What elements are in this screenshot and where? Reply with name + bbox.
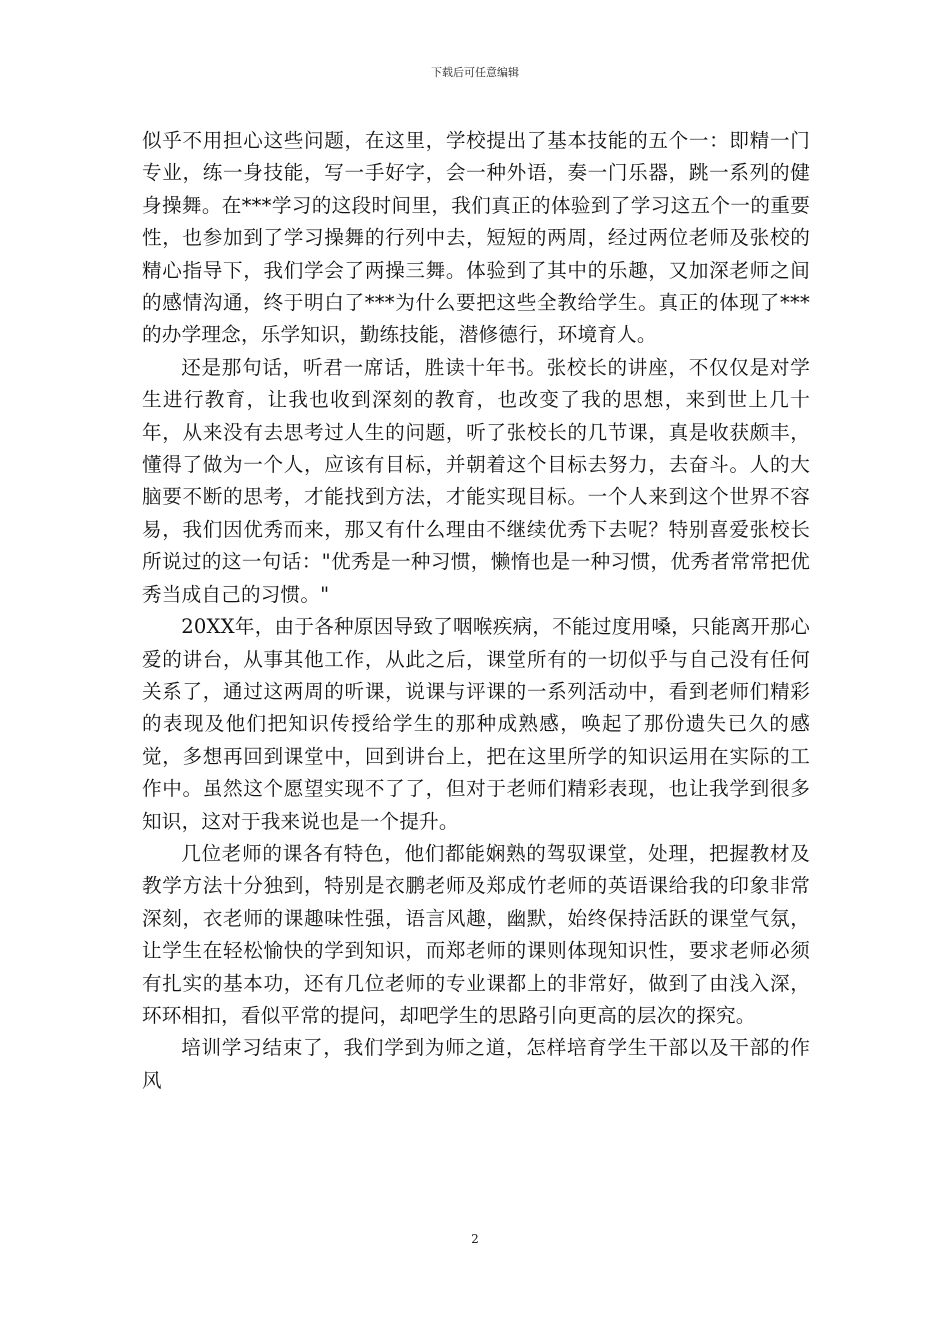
paragraph-2: 还是那句话，听君一席话，胜读十年书。张校长的讲座，不仅仅是对学生进行教育，让我也收到深刻的教育，也改变了我的思想，来到世上几十年，从来没有去思考过人生的问题，听了张校长的几节课，真是收获颇丰，懂得了做为一个人，应该有目标，并朝着这个目标去努力，去奋斗。人的大脑要不断的思考，才能找到方法，才能实现目标。一个人来到这个世界不容易，我们因优秀而来，那又有什么理由不继续优秀下去呢？特别喜爱张校长所说过的这一句话："优秀是一种习惯，懒惰也是一种习惯，优秀者常常把优秀当成自己的习惯。" — [142, 355, 810, 606]
document-body — [142, 125, 810, 1097]
paragraph-5: 培训学习结束了，我们学到为师之道，怎样培育学生干部以及干部的作风 — [142, 1036, 810, 1092]
page-header: 下载后可任意编辑 — [431, 66, 519, 79]
paragraph-1: 似乎不用担心这些问题，在这里，学校提出了基本技能的五个一：即精一门专业，练一身技能，写一手好字，会一种外语，奏一门乐器，跳一系列的健身操舞。在***学习的这段时间里，我们真正的体验到了学习这五个一的重要性，也参加到了学习操舞的行列中去，短短的两周，经过两位老师及张校的精心指导下，我们学会了两操三舞。体验到了其中的乐趣，又加深老师之间的感情沟通，终于明白了***为什么要把这些全教给学生。真正的体现了***的办学理念，乐学知识，勤练技能，潜修德行，环境育人。 — [142, 129, 810, 347]
paragraph-4: 几位老师的课各有特色，他们都能娴熟的驾驭课堂，处理，把握教材及教学方法十分独到，特别是衣鹏老师及郑成竹老师的英语课给我的印象非常深刻，衣老师的课趣味性强，语言风趣，幽默，始终保持活跃的课堂气氛，让学生在轻松愉快的学到知识，而郑老师的课则体现知识性，要求老师必须有扎实的基本功，还有几位老师的专业课都上的非常好，做到了由浅入深，环环相扣，看似平常的提问，却吧学生的思路引向更高的层次的探究。 — [142, 841, 810, 1027]
page-number: 2 — [471, 1232, 479, 1246]
paragraph-3: 20XX年，由于各种原因导致了咽喉疾病，不能过度用嗓，只能离开那心爱的讲台，从事其他工作，从此之后，课堂所有的一切似乎与自己没有任何关系了，通过这两周的听课，说课与评课的一系列活动中，看到老师们精彩的表现及他们把知识传授给学生的那种成熟感，唤起了那份遗失已久的感觉，多想再回到课堂中，回到讲台上，把在这里所学的知识运用在实际的工作中。虽然这个愿望实现不了了，但对于老师们精彩表现，也让我学到很多知识，这对于我来说也是一个提升。 — [142, 615, 810, 833]
